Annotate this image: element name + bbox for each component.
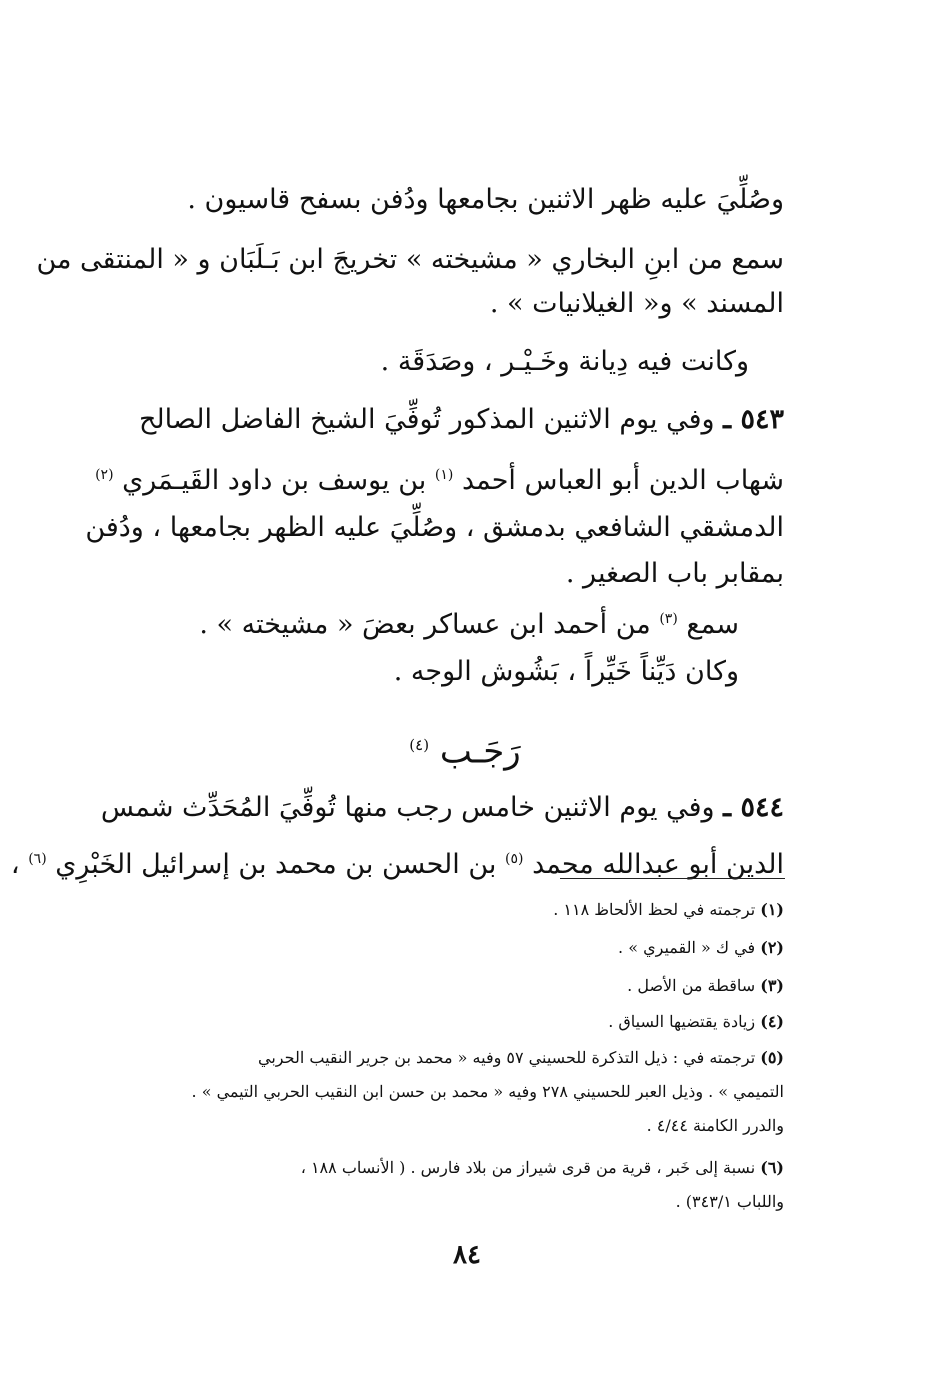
footnote-2-text: في ك « القميري » .: [618, 938, 756, 957]
entry-544-text-1: وفي يوم الاثنين خامس رجب منها تُوفِّيَ المُحَدِّث شمس: [100, 792, 715, 823]
footnote-5-line-1: [258, 1048, 784, 1067]
entry-543-line-2: [95, 448, 784, 508]
footnote-6-line-2: واللباب ٣٤٣/١) .: [675, 1192, 784, 1211]
footnote-6-text-1: نسبة إلى خَبر ، قرية من قرى شيراز من بلاد فارس . ( الأنساب ١٨٨ ،: [300, 1158, 756, 1177]
footnote-ref-6[interactable]: (٦): [28, 851, 47, 867]
paragraph-hearing-line-2: المسند » و« الغيلانيات » .: [489, 288, 784, 319]
entry-544-number: ٥٤٤ ـ: [723, 792, 784, 823]
entry-544-line-1: [101, 780, 784, 835]
entry-543-text-2b: بن يوسف بن داود القَيـمَري: [122, 465, 427, 496]
entry-543-line-5: [199, 592, 739, 652]
section-heading-rajab: [330, 718, 600, 779]
section-heading-text: رَجَـب: [439, 731, 521, 772]
entry-544-comma: ،: [10, 849, 20, 880]
paragraph-burial: وصُلِّيَ عليه ظهر الاثنين بجامعها ودُفن بسفح قاسيون .: [187, 184, 784, 215]
footnote-6-number: (٦): [760, 1158, 784, 1177]
entry-544-text-2a: الدين أبو عبدالله محمد: [532, 849, 784, 880]
footnote-3-number: (٣): [760, 976, 784, 995]
entry-543-text-5a: سمع: [686, 609, 739, 640]
footnote-4-text: زيادة يقتضيها السياق .: [608, 1012, 756, 1031]
footnote-4-number: (٤): [760, 1012, 784, 1031]
entry-543-line-1: [139, 392, 784, 447]
footnote-2-number: (٢): [760, 938, 784, 957]
entry-543-line-4: بمقابر باب الصغير .: [565, 558, 784, 589]
footnote-5-line-2: التميمي » . وذيل العبر للحسيني ٢٧٨ وفيه « محمد بن حسن ابن النقيب الحربي التيمي » .: [191, 1082, 784, 1101]
footnote-1-number: (١): [760, 900, 784, 919]
footnote-ref-2[interactable]: (٢): [95, 467, 114, 483]
footnote-4: [608, 1012, 784, 1031]
footnote-3-text: ساقطة من الأصل .: [627, 976, 756, 995]
entry-544-line-2: [11, 832, 784, 892]
entry-543-text-5b: من أحمد ابن عساكر بعضَ « مشيخته » .: [199, 609, 651, 640]
footnote-2: [618, 938, 784, 957]
paragraph-hearing-line-1: سمع من ابنِ البخاري « مشيخته » تخريجَ ابن بَـلَبَان و « المنتقى من: [36, 244, 784, 275]
footnote-ref-5[interactable]: (٥): [505, 851, 524, 867]
footnote-3: [627, 976, 784, 995]
footnote-ref-1[interactable]: (١): [434, 467, 454, 483]
footnote-5-number: (٥): [760, 1048, 784, 1067]
page-number: ٨٤: [453, 1240, 481, 1270]
entry-543-text-1: وفي يوم الاثنين المذكور تُوفِّيَ الشيخ الفاضل الصالح: [138, 404, 715, 435]
footnote-ref-3[interactable]: (٣): [659, 611, 678, 627]
footnote-1-text: ترجمته في لحظ الألحاظ ١١٨ .: [553, 900, 756, 919]
footnote-5-line-3: والدرر الكامنة ٤/٤٤ .: [646, 1116, 784, 1135]
entry-543-line-3: الدمشقي الشافعي بدمشق ، وصُلِّيَ عليه الظهر بجامعها ، ودُفن: [85, 512, 784, 543]
footnote-5-text-1: ترجمته في : ذيل التذكرة للحسيني ٥٧ وفيه « محمد بن جرير النقيب الحربي: [258, 1048, 756, 1067]
footnote-1: [553, 900, 784, 919]
footnote-6-line-1: [301, 1158, 784, 1177]
entry-543-number: ٥٤٣ ـ: [723, 404, 784, 435]
entry-544-text-2b: بن الحسن بن محمد بن إسرائيل الخَبْرِي: [55, 849, 497, 880]
footnote-divider: [560, 878, 785, 879]
paragraph-qualities: وكانت فيه دِيانة وخَـيْـر ، وصَدَقَة .: [380, 346, 749, 377]
footnote-ref-4[interactable]: (٤): [409, 736, 430, 754]
entry-543-text-2a: شهاب الدين أبو العباس أحمد: [461, 465, 784, 496]
entry-543-line-6: وكان دَيِّناً خَيِّراً ، بَشُوش الوجه .: [393, 656, 739, 687]
